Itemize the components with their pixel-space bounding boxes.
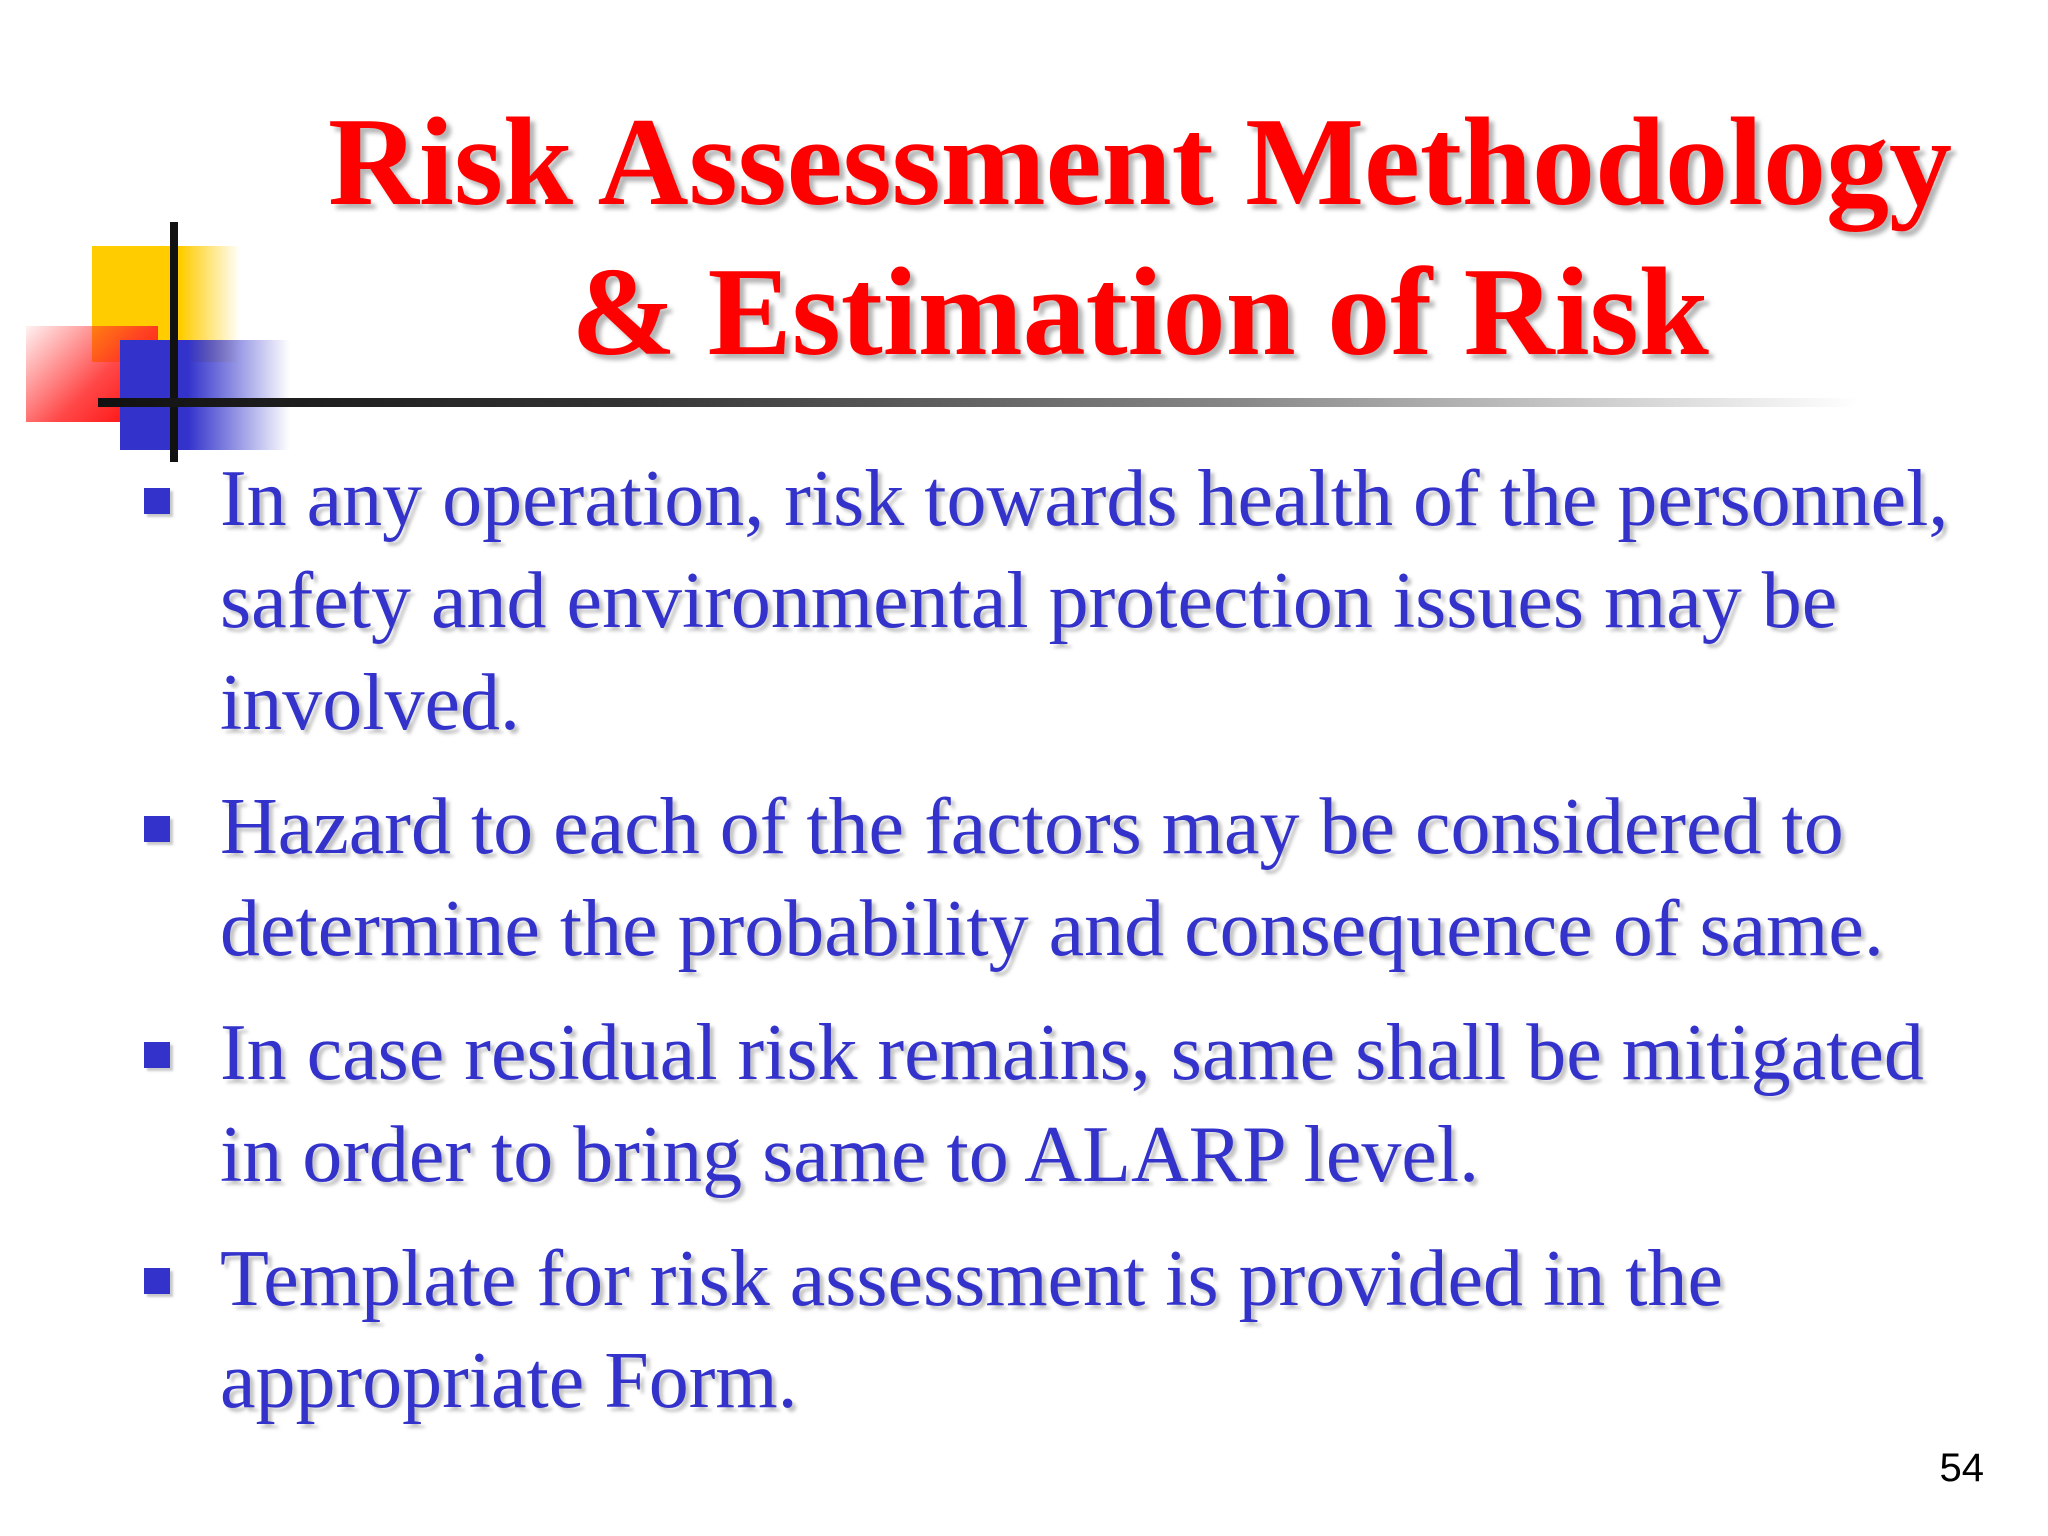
logo-blue-square [120, 340, 290, 450]
bullet-list [140, 448, 1980, 1454]
title-divider [98, 398, 1858, 407]
bullet-text: Template for risk assessment is provided in the appropriate Form. [220, 1235, 1723, 1425]
slide-title-line-1: Risk Assessment Methodology [327, 93, 1953, 232]
slide-title [310, 88, 1970, 388]
bullet-item [140, 1228, 1980, 1432]
square-bullet-icon [144, 1042, 170, 1068]
square-bullet-icon [144, 1268, 170, 1294]
bullet-item [140, 776, 1980, 980]
logo-vertical-line [170, 222, 178, 462]
bullet-item [140, 448, 1980, 754]
bullet-text: Hazard to each of the factors may be considered to determine the probability and consequence of same. [220, 783, 1884, 973]
page-number: 54 [1939, 1446, 1984, 1490]
bullet-text: In any operation, risk towards health of the personnel, safety and environmental protection issues may be involved. [220, 455, 1949, 747]
slide-title-line-2: & Estimation of Risk [571, 243, 1709, 382]
square-bullet-icon [144, 816, 170, 842]
bullet-item [140, 1002, 1980, 1206]
square-bullet-icon [144, 488, 170, 514]
bullet-text: In case residual risk remains, same shall be mitigated in order to bring same to ALARP level. [220, 1009, 1924, 1199]
